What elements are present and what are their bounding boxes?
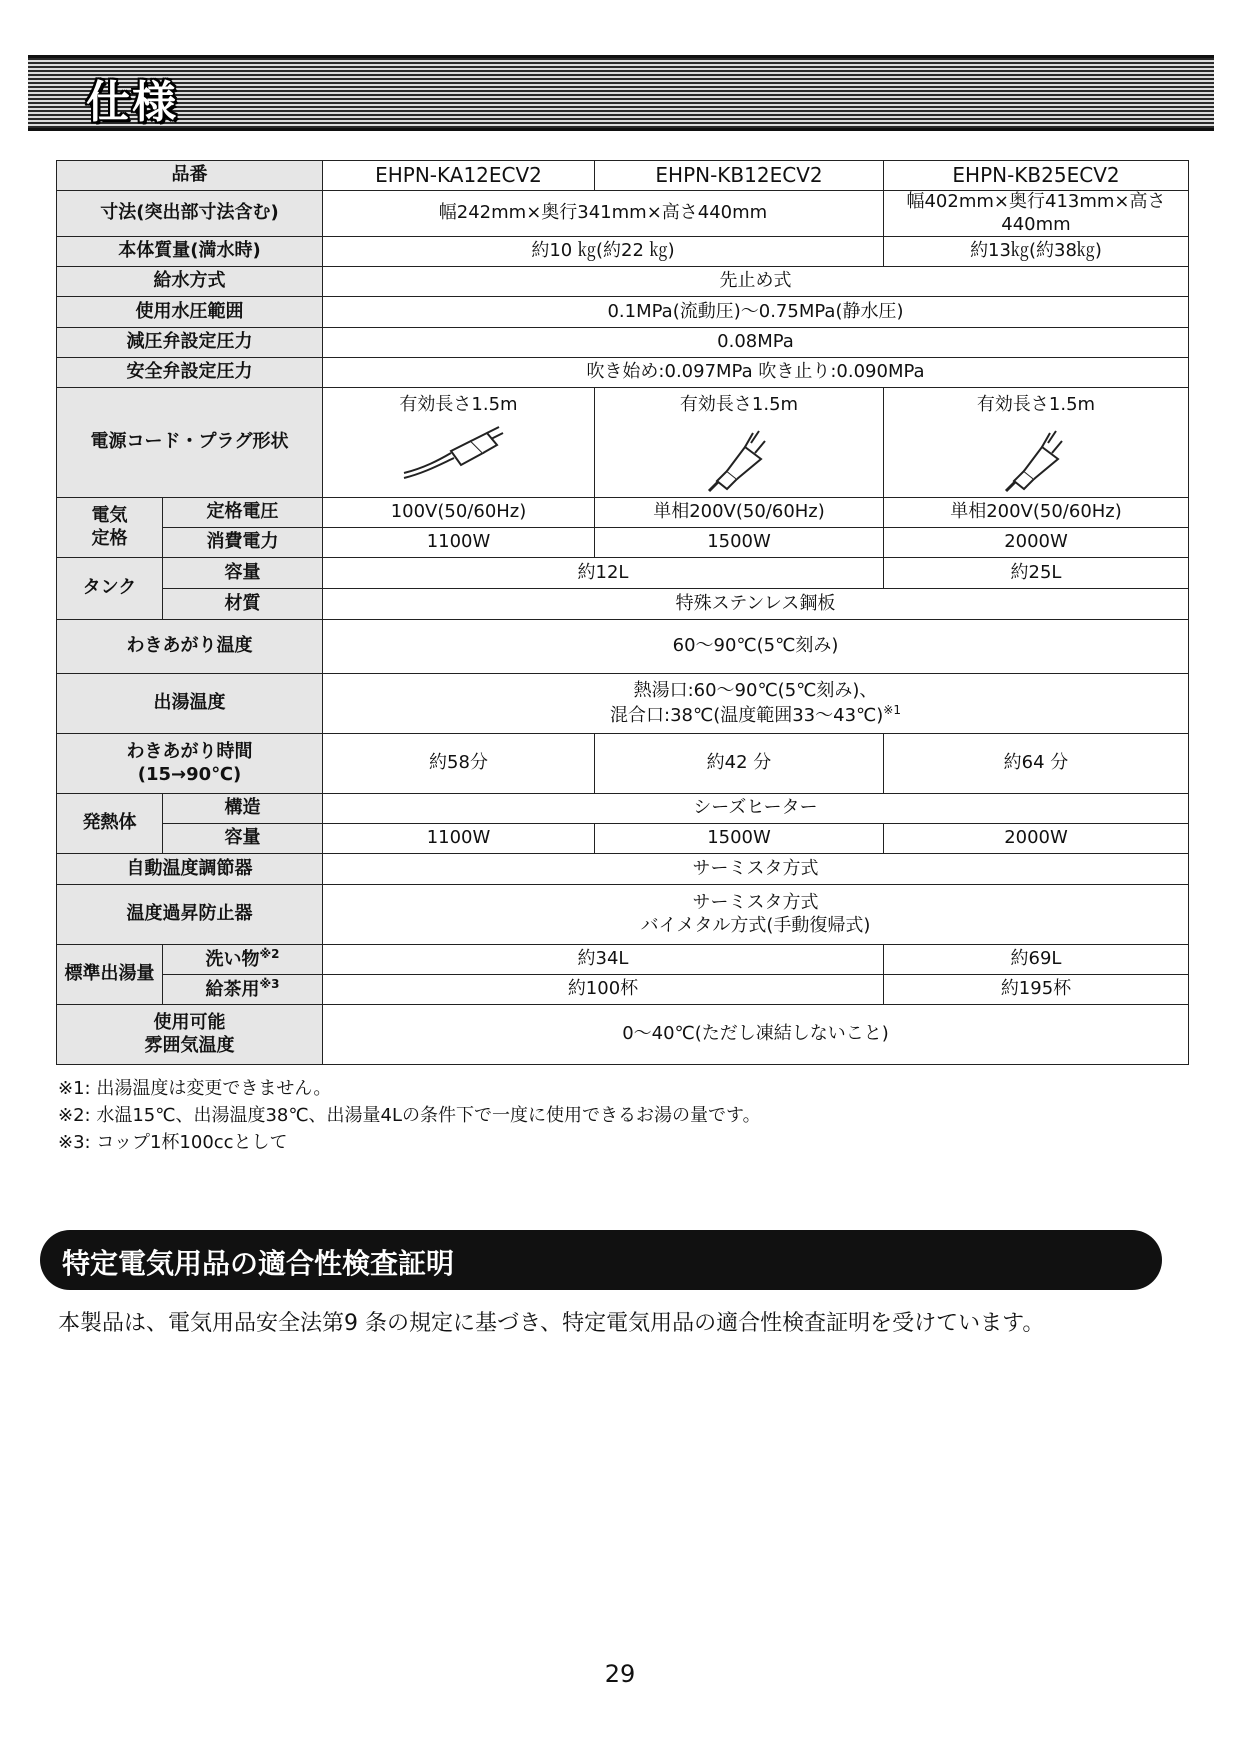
structure-value: シーズヒーター: [323, 794, 1189, 824]
outlet-temp-value: [323, 674, 1189, 734]
dims-small: 幅242mm×奥行341mm×高さ440mm: [323, 191, 884, 237]
certification-text: 本製品は、電気用品安全法第9 条の規定に基づき、特定電気用品の適合性検査証明を受けています。: [58, 1311, 1045, 1336]
model-2: EHPN-KB12ECV2: [595, 161, 884, 191]
label-boil-time: [57, 734, 323, 794]
certification-section-bar: [40, 1230, 1162, 1290]
cord-length-3: 有効長さ1.5m: [976, 394, 1096, 415]
certification-title: 特定電気用品の適合性検査証明: [62, 1247, 455, 1280]
footnote-1: ※1: 出湯温度は変更できません。: [58, 1078, 332, 1099]
boil-temp-value: 60〜90℃(5℃刻み): [323, 620, 1189, 674]
footnote-3: ※3: コップ1杯100ccとして: [58, 1132, 288, 1153]
footnotes: [58, 1075, 761, 1156]
footnote-2: ※2: 水温15℃、出湯温度38℃、出湯量4Lの条件下で一度に使用できるお湯の量です。: [58, 1105, 761, 1126]
cord-cell-2: [595, 388, 884, 498]
overheat-value: [323, 885, 1189, 945]
spec-table: [56, 160, 1189, 1065]
heater-capacity-2: 1500W: [595, 824, 884, 854]
label-reducing: 減圧弁設定圧力: [57, 328, 323, 358]
label-heater-capacity: 容量: [163, 824, 323, 854]
table-row: [57, 161, 1189, 191]
label-wash: 洗い物: [205, 949, 260, 971]
label-pressure-range: 使用水圧範囲: [57, 297, 323, 328]
cord-length-2: 有効長さ1.5m: [679, 394, 799, 415]
power-2: 1500W: [595, 528, 884, 558]
cord-cell-3: [884, 388, 1189, 498]
model-1: EHPN-KA12ECV2: [323, 161, 595, 191]
label-tea: 給茶用: [205, 979, 260, 1001]
plug-2pin-icon: [399, 423, 519, 483]
power-3: 2000W: [884, 528, 1189, 558]
label-boil-temp: わきあがり温度: [57, 620, 323, 674]
cord-cell-1: [323, 388, 595, 498]
dims-large: 幅402mm×奥行413mm×高さ440mm: [884, 191, 1189, 237]
supply-value: 先止め式: [323, 267, 1189, 297]
label-ambient-1: 使用可能: [153, 1012, 226, 1033]
overheat-line-2: バイメタル方式(手動復帰式): [640, 914, 871, 936]
plug-3pin-icon: [996, 423, 1076, 493]
label-structure: 構造: [163, 794, 323, 824]
label-outlet-temp: 出湯温度: [57, 674, 323, 734]
label-electric-group: [57, 498, 163, 558]
table-row: [57, 589, 1189, 620]
boil-time-3: 約64 分: [884, 734, 1189, 794]
label-hinban: 品番: [57, 161, 323, 191]
heater-capacity-3: 2000W: [884, 824, 1189, 854]
overheat-line-1: サーミスタ方式: [692, 892, 819, 913]
label-boil-time-1: わきあがり時間: [126, 741, 253, 762]
label-material: 材質: [163, 589, 323, 620]
table-row: [57, 558, 1189, 589]
table-row: [57, 620, 1189, 674]
boil-time-1: 約58分: [323, 734, 595, 794]
cord-length-1: 有効長さ1.5m: [399, 394, 518, 415]
table-row: [57, 498, 1189, 528]
table-row: [57, 824, 1189, 854]
label-mass: 本体質量(満水時): [57, 237, 323, 267]
label-std-output: 標準出湯量: [57, 945, 163, 1005]
label-safety: 安全弁設定圧力: [57, 358, 323, 388]
plug-3pin-icon: [699, 423, 779, 493]
label-wash-cell: [163, 945, 323, 975]
table-row: [57, 358, 1189, 388]
table-row: [57, 191, 1189, 237]
label-power: 消費電力: [163, 528, 323, 558]
wash-large: 約69L: [884, 945, 1189, 975]
table-row: [57, 267, 1189, 297]
tank-large: 約25L: [884, 558, 1189, 589]
mass-large: 約13㎏(約38㎏): [884, 237, 1189, 267]
table-row: [57, 885, 1189, 945]
voltage-1: 100V(50/60Hz): [323, 498, 595, 528]
table-row: [57, 975, 1189, 1005]
label-voltage: 定格電圧: [163, 498, 323, 528]
power-1: 1100W: [323, 528, 595, 558]
label-boil-time-2: (15→90℃): [137, 763, 242, 785]
table-row: [57, 734, 1189, 794]
thermostat-value: サーミスタ方式: [323, 854, 1189, 885]
pressure-range-value: 0.1MPa(流動圧)〜0.75MPa(静水圧): [323, 297, 1189, 328]
table-row: [57, 528, 1189, 558]
label-heater: 発熱体: [57, 794, 163, 854]
label-overheat: 温度過昇防止器: [57, 885, 323, 945]
table-row: [57, 1005, 1189, 1065]
boil-time-2: 約42 分: [595, 734, 884, 794]
tank-small: 約12L: [323, 558, 884, 589]
table-row: [57, 945, 1189, 975]
table-row: [57, 297, 1189, 328]
label-tea-cell: [163, 975, 323, 1005]
mass-small: 約10 ㎏(約22 ㎏): [323, 237, 884, 267]
material-value: 特殊ステンレス鋼板: [323, 589, 1189, 620]
table-row: [57, 237, 1189, 267]
voltage-2: 単相200V(50/60Hz): [595, 498, 884, 528]
page-title: 仕様: [86, 77, 178, 128]
outlet-temp-note: ※1: [883, 702, 901, 717]
label-ambient: [57, 1005, 323, 1065]
label-thermostat: 自動温度調節器: [57, 854, 323, 885]
heater-capacity-1: 1100W: [323, 824, 595, 854]
voltage-3: 単相200V(50/60Hz): [884, 498, 1189, 528]
outlet-temp-line-2: 混合口:38℃(温度範囲33〜43℃): [610, 704, 884, 726]
ambient-value: 0〜40℃(ただし凍結しないこと): [323, 1005, 1189, 1065]
label-electric-1: 電気: [91, 505, 128, 526]
label-tank: タンク: [57, 558, 163, 620]
label-dims: 寸法(突出部寸法含む): [57, 191, 323, 237]
label-supply: 給水方式: [57, 267, 323, 297]
label-electric-2: 定格: [91, 527, 128, 549]
tea-large: 約195杯: [884, 975, 1189, 1005]
table-row: [57, 328, 1189, 358]
reducing-value: 0.08MPa: [323, 328, 1189, 358]
table-row: [57, 794, 1189, 824]
page-number: 29: [604, 1660, 636, 1688]
wash-small: 約34L: [323, 945, 884, 975]
header-bar: [28, 55, 1214, 131]
wash-note: ※2: [259, 947, 280, 962]
label-ambient-2: 雰囲気温度: [144, 1034, 235, 1056]
label-cord: 電源コード・プラグ形状: [57, 388, 323, 498]
safety-value: 吹き始め:0.097MPa 吹き止り:0.090MPa: [323, 358, 1189, 388]
tea-small: 約100杯: [323, 975, 884, 1005]
tea-note: ※3: [259, 977, 280, 992]
label-capacity: 容量: [163, 558, 323, 589]
table-row: [57, 854, 1189, 885]
model-3: EHPN-KB25ECV2: [884, 161, 1189, 191]
table-row: [57, 388, 1189, 498]
outlet-temp-line-1: 熱湯口:60〜90℃(5℃刻み)、: [633, 680, 878, 701]
table-row: [57, 674, 1189, 734]
